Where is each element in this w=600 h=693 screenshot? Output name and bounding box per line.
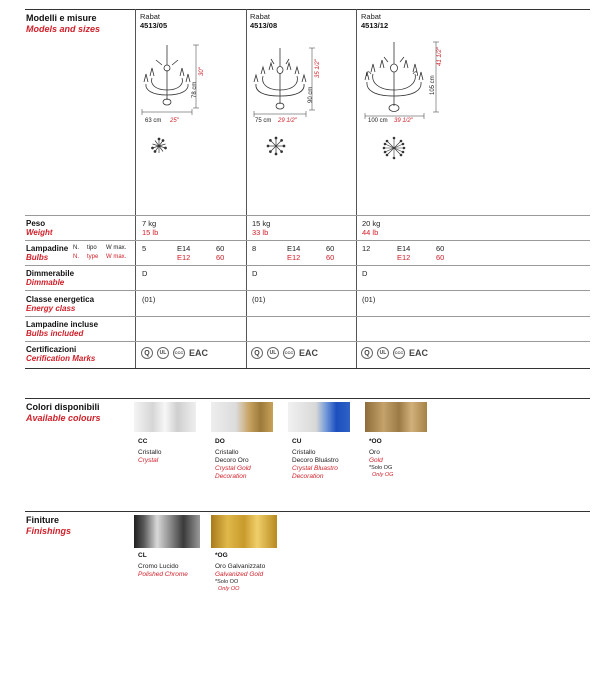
chandelier-drawing — [252, 40, 352, 160]
dimmable-value: D — [362, 269, 368, 278]
models-title-it: Modelli e misure — [26, 13, 97, 23]
energy-label-en: Energy class — [26, 304, 76, 313]
bulbs-tipo-en: type — [87, 254, 99, 260]
chandelier-drawing — [140, 40, 240, 160]
bulbs-w-it: W max. — [106, 245, 127, 251]
cert-group — [141, 347, 208, 359]
color-name-it: Cristallo Decoro Bluástro — [292, 449, 339, 464]
color-name-it: Oro — [369, 449, 380, 456]
cert-eac-icon: EAC — [299, 348, 319, 358]
bulbs-n: 12 — [362, 244, 371, 253]
width-cm: 63 cm — [145, 118, 162, 124]
table-bottom-rule — [25, 368, 590, 369]
bulbs-n-en: N. — [73, 254, 79, 260]
bulbs-w-en: 60 — [436, 253, 445, 262]
column-divider-3 — [356, 9, 357, 368]
dimmable-label-en: Dimmable — [26, 278, 65, 287]
color-note-en: Only OG — [372, 472, 394, 478]
model-name: Rabat — [250, 12, 271, 21]
bulbs-label-en: Bulbs — [26, 253, 49, 262]
bulbs-w-en: 60 — [326, 253, 335, 262]
certs-label-it: Certificazioni — [26, 345, 77, 354]
model-code: 4513/12 — [361, 21, 389, 30]
included-label-it: Lampadine incluse — [26, 320, 99, 329]
color-item-cu — [292, 438, 364, 481]
cert-ul-icon: UL — [377, 347, 389, 359]
row-rule — [25, 341, 590, 342]
height-cm: 105 cm — [430, 75, 436, 95]
models-title-en: Models and sizes — [26, 24, 101, 34]
width-in: 29 1/2" — [278, 118, 297, 124]
bulbs-n: 5 — [142, 244, 147, 253]
cert-ccc-icon: CCC — [283, 347, 295, 359]
column-divider-1 — [135, 9, 136, 368]
color-item-do — [215, 438, 287, 481]
weight-kg: 7 kg — [142, 219, 157, 228]
bulbs-type-it: E14 — [177, 244, 191, 253]
bulbs-w-it: 60 — [216, 244, 225, 253]
chandelier-drawing — [364, 36, 464, 160]
cert-eac-icon: EAC — [189, 348, 209, 358]
bulbs-w-it: 60 — [436, 244, 445, 253]
bulbs-type-it: E14 — [287, 244, 301, 253]
width-cm: 75 cm — [255, 118, 272, 124]
color-swatch-do — [211, 402, 273, 432]
cert-ccc-icon: CCC — [393, 347, 405, 359]
energy-value: (01) — [252, 295, 266, 304]
finish-code: *OG — [215, 552, 228, 559]
energy-value: (01) — [362, 295, 376, 304]
color-swatch-cu — [288, 402, 350, 432]
row-rule — [25, 316, 590, 317]
finish-swatch-cl — [134, 515, 200, 548]
finish-name-en: Polished Chrome — [138, 571, 188, 578]
bulbs-type-en: E12 — [287, 253, 301, 262]
table-top-rule — [25, 9, 590, 10]
cert-q-icon: Q — [141, 347, 153, 359]
row-rule — [25, 265, 590, 266]
energy-value: (01) — [142, 295, 156, 304]
color-name-en: Crystal Bluastro Decoration — [292, 465, 338, 480]
color-code: CC — [138, 438, 148, 445]
bulbs-label-it: Lampadine — [26, 244, 69, 253]
dimmable-value: D — [142, 269, 148, 278]
width-in: 39 1/2" — [394, 118, 413, 124]
certs-label-en: Cerification Marks — [26, 354, 96, 363]
finish-item-cl — [138, 552, 210, 579]
color-name-en: Crystal — [138, 457, 159, 464]
weight-kg: 20 kg — [362, 219, 381, 228]
cert-q-icon: Q — [251, 347, 263, 359]
cert-group — [251, 347, 318, 359]
dimmable-value: D — [252, 269, 258, 278]
model-code: 4513/05 — [140, 21, 168, 30]
cert-eac-icon: EAC — [409, 348, 429, 358]
height-in: 35 1/2" — [315, 59, 321, 78]
color-name-en: Crystal Gold Decoration — [215, 465, 251, 480]
finishes-title-en: Finishings — [26, 526, 71, 536]
color-item-oo — [369, 438, 439, 479]
weight-kg: 15 kg — [252, 219, 271, 228]
cert-q-icon: Q — [361, 347, 373, 359]
dimmable-label-it: Dimmerabile — [26, 269, 75, 278]
height-in: 41 1/2" — [437, 47, 443, 66]
finish-note-en: Only OO — [218, 586, 240, 592]
height-cm: 90 cm — [308, 86, 314, 103]
weight-label-en: Weight — [26, 228, 53, 237]
height-in: 30" — [199, 67, 205, 76]
color-code: CU — [292, 438, 302, 445]
color-swatch-cc — [134, 402, 196, 432]
cert-group — [361, 347, 428, 359]
weight-lb: 33 lb — [252, 228, 269, 237]
column-divider-2 — [246, 9, 247, 368]
cert-ccc-icon: CCC — [173, 347, 185, 359]
width-in: 25" — [170, 118, 179, 124]
finish-name-en: Galvanized Gold — [215, 571, 264, 578]
color-note-it: *Solo OG — [369, 465, 393, 471]
cert-ul-icon: UL — [267, 347, 279, 359]
bulbs-w-en: W max. — [106, 254, 127, 260]
color-name-it: Cristallo — [138, 449, 162, 456]
bulbs-type-it: E14 — [397, 244, 411, 253]
finish-name-it: Oro Galvanizzato — [215, 563, 266, 570]
energy-label-it: Classe energetica — [26, 295, 95, 304]
height-cm: 78 cm — [192, 81, 198, 98]
row-rule — [25, 215, 590, 216]
model-name: Rabat — [361, 12, 382, 21]
bulbs-n-it: N. — [73, 245, 79, 251]
bulbs-type-en: E12 — [397, 253, 411, 262]
width-cm: 100 cm — [368, 118, 388, 124]
included-label-en: Bulbs included — [26, 329, 84, 338]
color-code: *OO — [369, 438, 382, 445]
colors-title-en: Available colours — [26, 413, 101, 423]
bulbs-w-it: 60 — [326, 244, 335, 253]
colors-top-rule — [25, 398, 590, 399]
finishes-title-it: Finiture — [26, 515, 59, 525]
color-code: DO — [215, 438, 225, 445]
color-swatch-oo — [365, 402, 427, 432]
row-rule — [25, 290, 590, 291]
finish-swatch-og — [211, 515, 277, 548]
finishes-top-rule — [25, 511, 590, 512]
cert-ul-icon: UL — [157, 347, 169, 359]
finish-item-og — [215, 552, 289, 593]
color-item-cc — [138, 438, 208, 465]
bulbs-n: 8 — [252, 244, 257, 253]
color-name-en: Gold — [369, 457, 383, 464]
weight-lb: 44 lb — [362, 228, 379, 237]
bulbs-tipo-it: tipo — [87, 245, 97, 251]
colors-title-it: Colori disponibili — [26, 402, 100, 412]
bulbs-w-en: 60 — [216, 253, 225, 262]
model-name: Rabat — [140, 12, 161, 21]
finish-note-it: *Solo OO — [215, 579, 239, 585]
row-rule — [25, 240, 590, 241]
weight-label-it: Peso — [26, 219, 46, 228]
bulbs-type-en: E12 — [177, 253, 191, 262]
finish-code: CL — [138, 552, 147, 559]
finish-name-it: Cromo Lucido — [138, 563, 179, 570]
model-code: 4513/08 — [250, 21, 278, 30]
color-name-it: Cristallo Decoro Oro — [215, 449, 249, 464]
weight-lb: 15 lb — [142, 228, 159, 237]
